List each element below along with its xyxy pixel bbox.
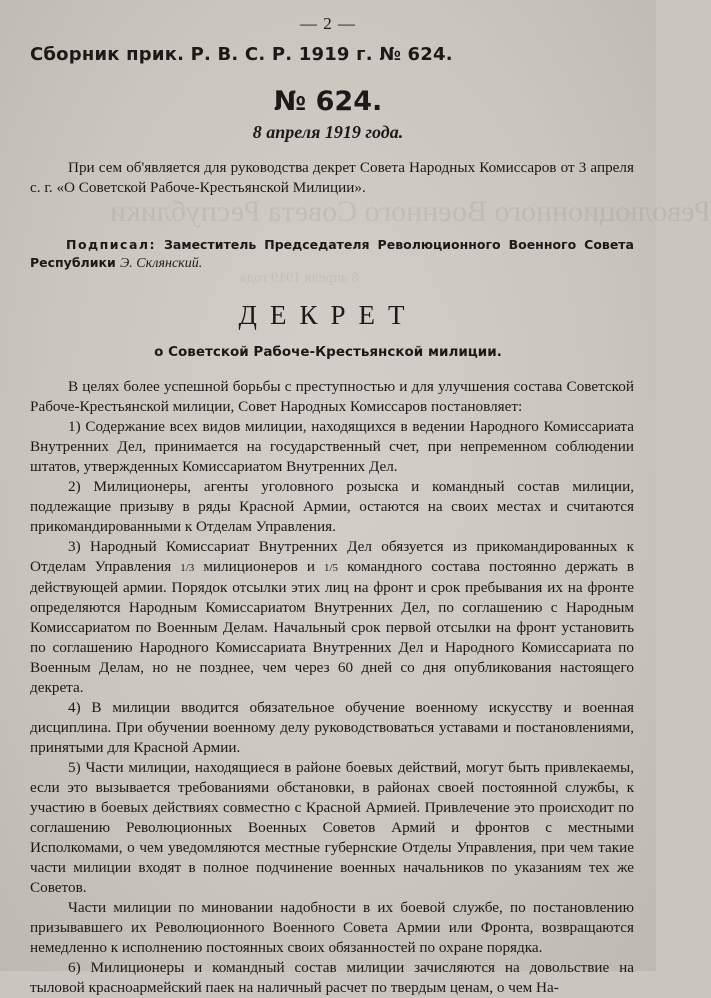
page-number: — 2 —: [300, 14, 356, 33]
signature-label: Подписал:: [66, 237, 157, 252]
paragraph-3-part-c: командного состава постоянно держать в действующей армии. Порядок отсылки этих лиц на фронт и срок пребывания их на фронте определяются Народным Комиссариатом Внутренних Дел, по соглашению с Народным Комиссариатом по Военным Делам. Начальный срок первой отсылки на фронт установить по соглашению Народного Комиссариата Внутренних Дел и Народного Комиссариата по Военным Делам, но не позднее, чем через 60 дней со дня опубликования настоящего декрета.: [30, 558, 635, 696]
paragraph-intro: В целях более успешной борьбы с преступностью и для улучшения состава Советской Рабоче-Крестьянской милиции, Совет Народных Комиссаров постановляет:: [30, 378, 634, 415]
decree-body: [30, 377, 634, 998]
announcement: При сем об'является для руководства декрет Совета Народных Комиссаров от 3 апреля с. г. «О Советской Рабоче-Крестьянской Милиции».: [30, 159, 634, 196]
paragraph-5-continuation: Части милиции по миновании надобности в их боевой службе, по постановлению призывавшего их Революционного Военного Совета Армии или Фронта, возвращаются немедленно к исполнению постоянных своих обязанностей по охране порядка.: [30, 899, 634, 956]
signature-text: Заместитель Председателя Революционного Военного Совета Республики: [30, 237, 634, 270]
paragraph-3-part-a: 3) Народный Комиссариат Внутренних Дел обязуется из прикомандированных к Отделам Управления: [30, 538, 634, 575]
fraction-one-fifth: 1/5: [323, 562, 339, 574]
paragraph-6: 6) Милиционеры и командный состав милиции зачисляются на довольствие на тыловой красноармейский паек на наличный расчет по твердым ценам, о чем На-: [30, 959, 634, 996]
paragraph-2: 2) Милиционеры, агенты уголовного розыска и командный состав милиции, подлежащие призыву в ряды Красной Армии, остаются на своих местах и считаются прикомандированными к Отделам Управления.: [30, 478, 634, 535]
signatory-name: Э. Склянский.: [120, 256, 203, 271]
order-date: 8 апреля 1919 года.: [252, 122, 404, 142]
signature-block: [30, 236, 634, 273]
decree-title: ДЕКРЕТ: [238, 300, 418, 330]
collection-header: Сборник прик. Р. В. С. Р. 1919 г. № 624.: [30, 44, 453, 65]
order-number: № 624.: [273, 86, 383, 117]
paragraph-1: 1) Содержание всех видов милиции, находящихся в ведении Народного Комиссариата Внутренних Дел, принимается на государственный счет, при непременном соблюдении штатов, утвержденных Комиссариатом Внутренних Дел.: [30, 418, 634, 475]
paragraph-3-part-b: милиционеров и: [203, 558, 315, 575]
bleed-through-texture: Революционного Военного Совета Республики: [110, 195, 711, 228]
fraction-one-third: 1/3: [180, 562, 195, 574]
decree-subtitle: о Советской Рабоче-Крестьянской милиции.: [154, 344, 502, 360]
bleed-through-texture-2: 8 апреля 1919 года: [240, 270, 359, 286]
paragraph-5: 5) Части милиции, находящиеся в районе боевых действий, могут быть привлекаемы, если это вызывается требованиями обстановки, в районах своей постоянной службы, к участию в боевых действиях совместно с Красной Армией. Привлечение это происходит по соглашению Революционных Военных Советов Армий и фронтов с местными Исполкомами, о чем уведомляются местные губернские Отделы Управления, при чем такие части милиции входят в полное подчинение военных начальников по указаниям тех же Советов.: [30, 759, 634, 896]
paragraph-4: 4) В милиции вводится обязательное обучение военному искусству и военная дисциплина. При обучении военному делу руководствоваться уставами и постановлениями, принятыми для Красной Армии.: [30, 699, 634, 756]
paragraph-3: [30, 537, 634, 698]
